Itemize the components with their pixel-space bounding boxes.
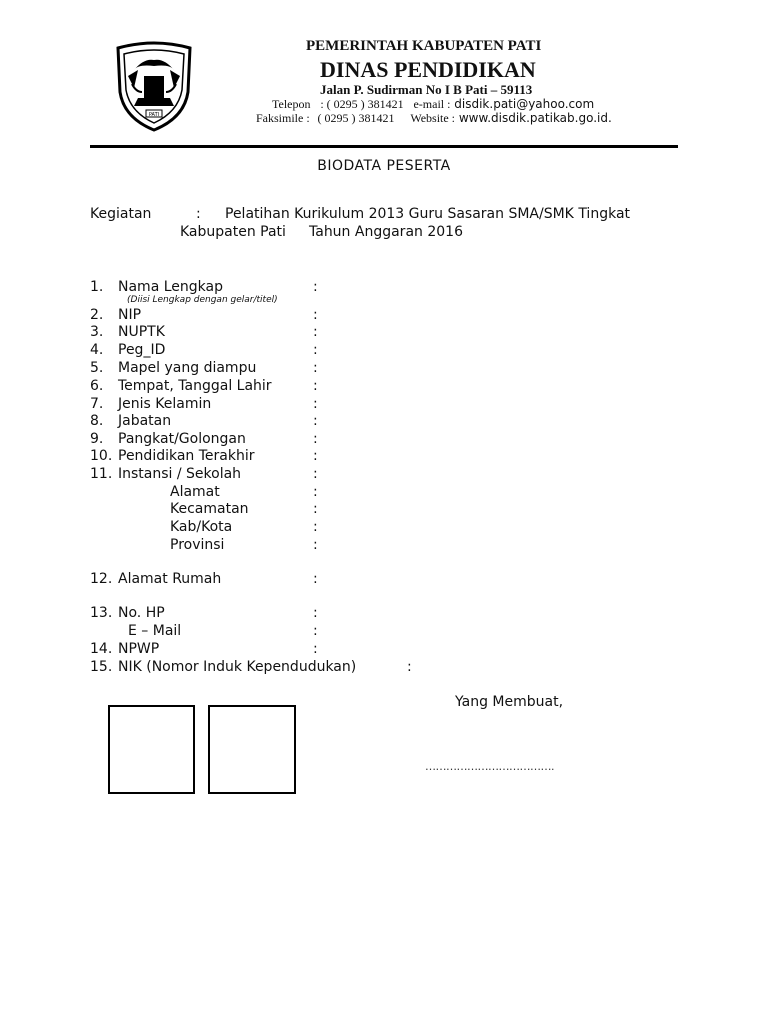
letterhead-divider <box>90 145 678 148</box>
field-number: 10. <box>90 448 113 464</box>
email-value: disdik.pati@yahoo.com <box>454 97 595 111</box>
letterhead-address: Jalan P. Sudirman No I B Pati – 59113 <box>320 82 533 97</box>
field-label: NUPTK <box>118 324 165 340</box>
field-label: Kecamatan <box>170 501 249 517</box>
field-label: NPWP <box>118 641 160 657</box>
field-label: Tempat, Tanggal Lahir <box>118 378 272 394</box>
kegiatan-line-2b: Tahun Anggaran 2016 <box>309 224 463 240</box>
photo-box-2 <box>208 705 296 794</box>
regency-emblem-logo <box>112 40 196 132</box>
field-colon: : <box>313 519 318 535</box>
field-label: Instansi / Sekolah <box>118 466 242 482</box>
field-number: 1. <box>90 279 104 295</box>
field-label: NIP <box>118 307 142 323</box>
letterhead-phone-row <box>272 97 594 112</box>
field-label: Jabatan <box>118 413 172 429</box>
field-label: Pendidikan Terakhir <box>118 448 255 464</box>
website-value: www.disdik.patikab.go.id. <box>458 111 612 125</box>
field-label: No. HP <box>118 605 165 621</box>
field-colon: : <box>313 279 318 295</box>
field-colon: : <box>313 431 318 447</box>
field-label: Alamat <box>170 484 220 500</box>
field-number: 8. <box>90 413 104 429</box>
field-label: Pangkat/Golongan <box>118 431 246 447</box>
field-number: 9. <box>90 431 104 447</box>
field-colon: : <box>313 324 318 340</box>
field-colon: : <box>313 307 318 323</box>
fax-value: ( 0295 ) 381421 <box>317 111 395 125</box>
field-number: 11. <box>90 466 113 482</box>
kegiatan-label: Kegiatan <box>90 206 152 222</box>
field-number: 13. <box>90 605 113 621</box>
field-colon: : <box>313 466 318 482</box>
phone-label: Telepon <box>272 97 311 111</box>
kegiatan-colon: : <box>196 206 201 222</box>
logo-caption: PATI <box>148 112 160 118</box>
field-label: Alamat Rumah <box>118 571 222 587</box>
field-colon: : <box>313 484 318 500</box>
field-colon: : <box>313 605 318 621</box>
field-label: Peg_ID <box>118 342 166 358</box>
letterhead-fax-row <box>256 111 612 126</box>
field-number: 12. <box>90 571 113 587</box>
email-label: e-mail : <box>413 97 451 111</box>
field-colon: : <box>313 378 318 394</box>
field-colon: : <box>313 641 318 657</box>
field-colon: : <box>407 659 412 675</box>
phone-value: : ( 0295 ) 381421 <box>320 97 404 111</box>
field-number: 3. <box>90 324 104 340</box>
field-label: Provinsi <box>170 537 225 553</box>
field-colon: : <box>313 448 318 464</box>
field-number: 7. <box>90 396 104 412</box>
letterhead-government: PEMERINTAH KABUPATEN PATI <box>306 38 542 54</box>
field-colon: : <box>313 342 318 358</box>
field-colon: : <box>313 623 318 639</box>
field-label: Kab/Kota <box>170 519 233 535</box>
field-colon: : <box>313 413 318 429</box>
field-colon: : <box>313 360 318 376</box>
field-label: Nama Lengkap <box>118 279 223 295</box>
field-number: 14. <box>90 641 113 657</box>
field-label: E – Mail <box>128 623 182 639</box>
field-label: Mapel yang diampu <box>118 360 257 376</box>
field-number: 15. <box>90 659 113 675</box>
name-field-note: (Diisi Lengkap dengan gelar/titel) <box>127 295 278 305</box>
signature-line: ………………………………. <box>425 760 554 773</box>
field-label: NIK (Nomor Induk Kependudukan) <box>118 659 357 675</box>
kegiatan-line-1: Pelatihan Kurikulum 2013 Guru Sasaran SMA/SMK Tingkat <box>225 206 631 222</box>
field-label: Jenis Kelamin <box>118 396 212 412</box>
website-label: Website : <box>410 111 456 125</box>
letterhead-agency: DINAS PENDIDIKAN <box>320 57 536 82</box>
photo-box-1 <box>108 705 195 794</box>
field-colon: : <box>313 571 318 587</box>
field-number: 4. <box>90 342 104 358</box>
field-colon: : <box>313 537 318 553</box>
fax-label: Faksimile : <box>256 111 310 125</box>
page-title: BIODATA PESERTA <box>317 158 451 174</box>
kegiatan-line-2a: Kabupaten Pati <box>180 224 286 240</box>
field-number: 6. <box>90 378 104 394</box>
signature-label: Yang Membuat, <box>455 694 564 710</box>
field-colon: : <box>313 501 318 517</box>
field-colon: : <box>313 396 318 412</box>
field-number: 2. <box>90 307 104 323</box>
field-number: 5. <box>90 360 104 376</box>
